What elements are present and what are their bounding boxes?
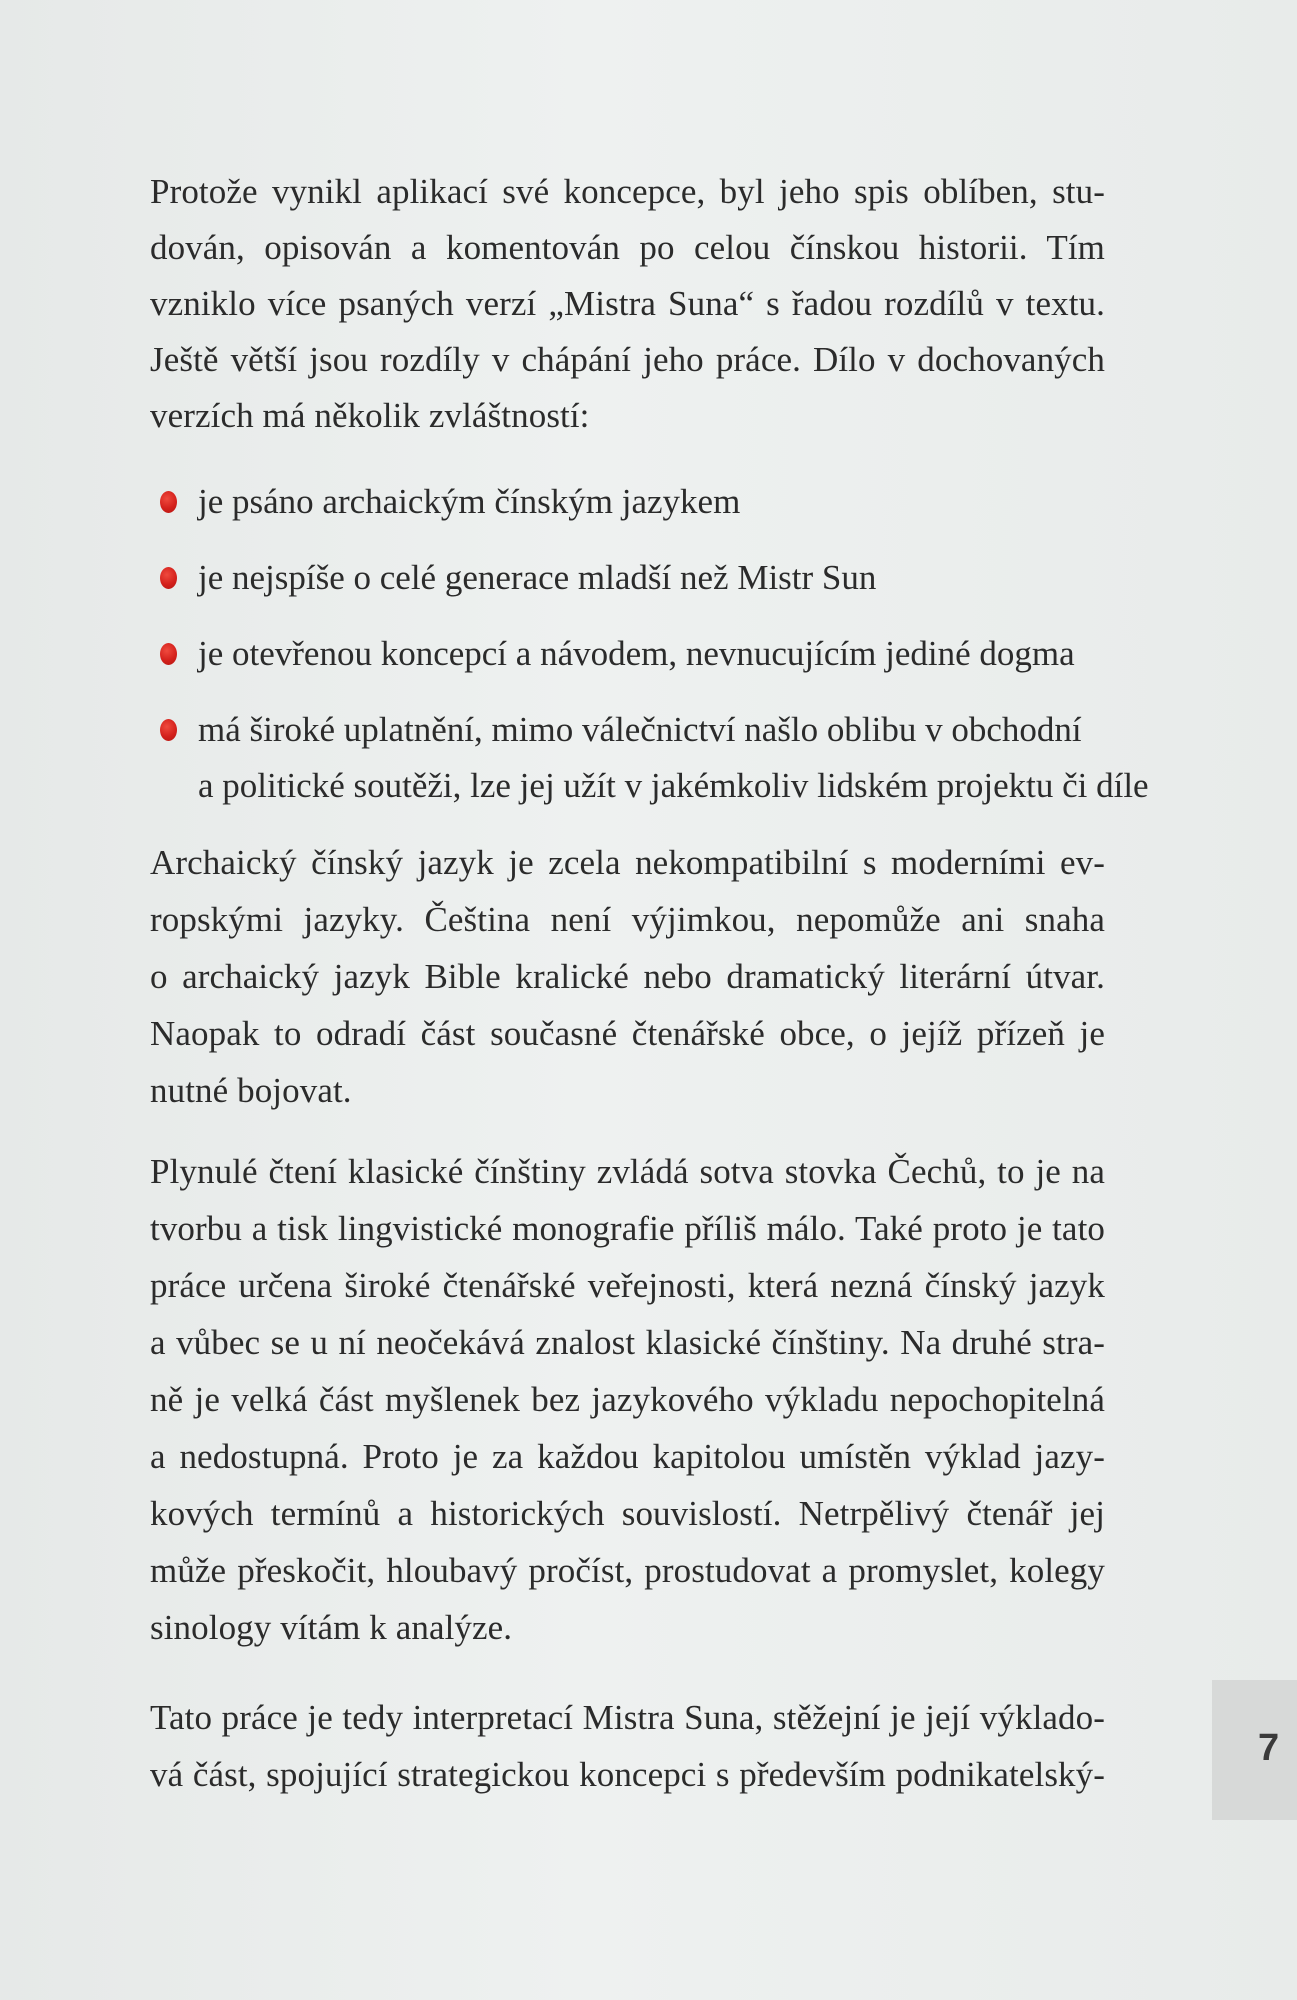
text-line: Protože vynikl aplikací své koncepce, byl jeho spis oblíben, stu- (150, 172, 1105, 211)
text-line: kových termínů a historických souvislostí. Netrpělivý čtenář jej (150, 1494, 1105, 1533)
text-line: dován, opisován a komentován po celou čínskou historii. Tím (150, 228, 1105, 267)
list-item (150, 710, 1149, 806)
text-line: vá část, spojující strategickou koncepci s především podnikatelský- (150, 1755, 1105, 1794)
text-line: tvorbu a tisk lingvistické monografie příliš málo. Také proto je tato (150, 1209, 1105, 1248)
text-line: verzích má několik zvláštností: (150, 396, 590, 435)
list-item-text: je otevřenou koncepcí a návodem, nevnucujícím jediné dogma (198, 634, 1075, 673)
list-item (150, 482, 1110, 522)
list-item (150, 634, 1110, 674)
page-number: 7 (1258, 1727, 1280, 1769)
red-bullet-icon (160, 643, 177, 665)
text-line: Tato práce je tedy interpretací Mistra Suna, stěžejní je její výklado- (150, 1698, 1105, 1737)
red-bullet-icon (160, 567, 177, 589)
red-bullet-icon (160, 719, 177, 741)
list-item-text: a politické soutěži, lze jej užít v jakémkoliv lidském projektu či díle (198, 766, 1149, 805)
text-line: Ještě větší jsou rozdíly v chápání jeho práce. Dílo v dochovaných (150, 340, 1105, 379)
list-item-text: má široké uplatnění, mimo válečnictví našlo oblibu v obchodní (198, 710, 1082, 749)
list-item-text: je nejspíše o celé generace mladší než Mistr Sun (198, 558, 877, 597)
text-line: Plynulé čtení klasické čínštiny zvládá sotva stovka Čechů, to je na (150, 1152, 1105, 1191)
text-line: může přeskočit, hloubavý pročíst, prostudovat a promyslet, kolegy (150, 1551, 1105, 1590)
text-line: Naopak to odradí část současné čtenářské obce, o jejíž přízeň je (150, 1014, 1105, 1053)
text-line: a vůbec se u ní neočekává znalost klasické čínštiny. Na druhé stra- (150, 1323, 1105, 1362)
text-line: ně je velká část myšlenek bez jazykového výkladu nepochopitelná (150, 1380, 1105, 1419)
text-line: sinology vítám k analýze. (150, 1608, 513, 1647)
text-line: Archaický čínský jazyk je zcela nekompatibilní s moderními ev- (150, 843, 1105, 882)
page-number-tab (1212, 1680, 1297, 1820)
text-line: a nedostupná. Proto je za každou kapitolou umístěn výklad jazy- (150, 1437, 1105, 1476)
list-item (150, 558, 1110, 598)
text-line: práce určena široké čtenářské veřejnosti, která nezná čínský jazyk (150, 1266, 1105, 1305)
text-line: o archaický jazyk Bible kralické nebo dramatický literární útvar. (150, 957, 1105, 996)
text-line: vzniklo více psaných verzí „Mistra Suna“ s řadou rozdílů v textu. (150, 284, 1105, 323)
text-line: ropskými jazyky. Čeština není výjimkou, nepomůže ani snaha (150, 900, 1105, 939)
red-bullet-icon (160, 491, 177, 513)
text-line: nutné bojovat. (150, 1071, 352, 1110)
list-item-text: je psáno archaickým čínským jazykem (198, 482, 741, 521)
